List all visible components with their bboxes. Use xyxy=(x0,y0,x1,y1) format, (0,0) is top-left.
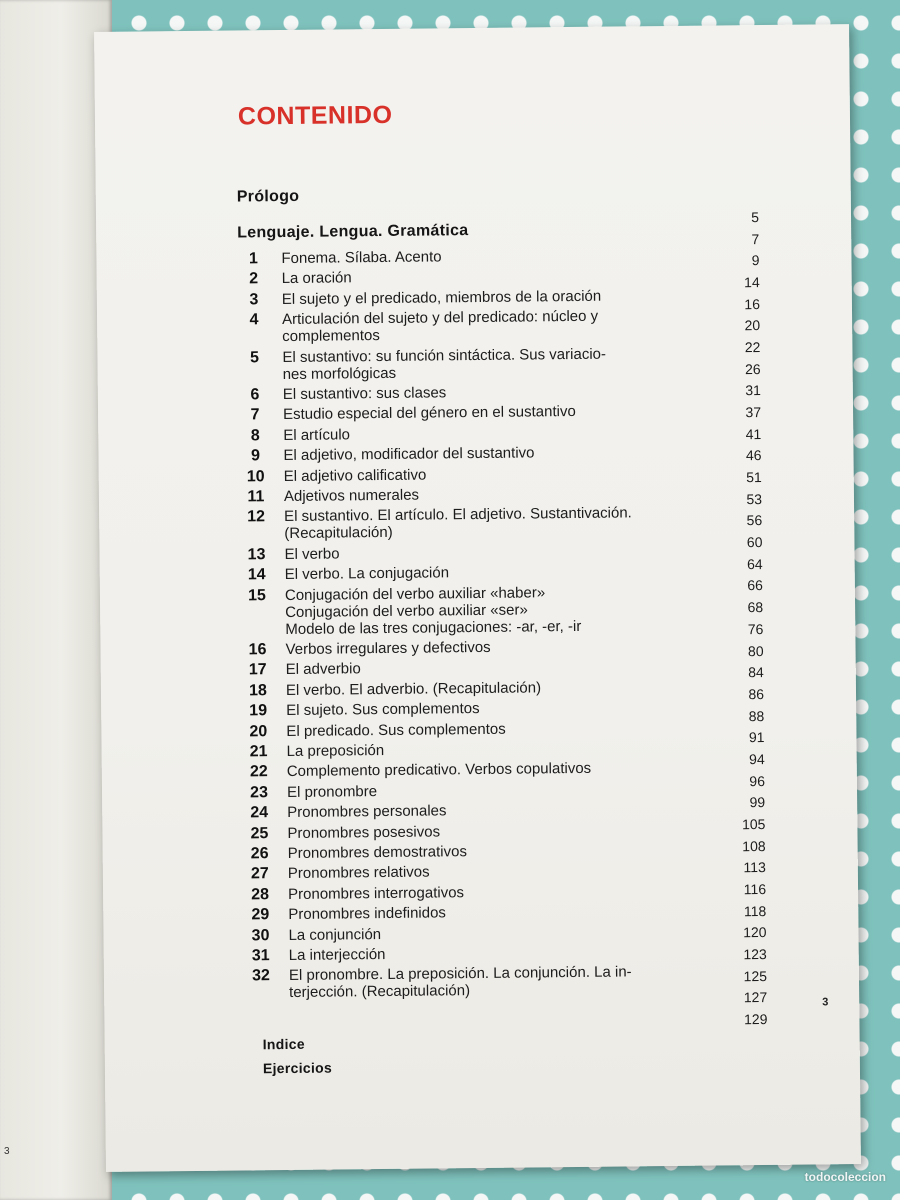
toc-entry-number: 29 xyxy=(251,906,270,924)
page-number: 31 xyxy=(745,382,761,399)
toc-entry-number: 1 xyxy=(248,250,258,268)
page-number: 94 xyxy=(749,750,765,768)
toc-entry-number: 6 xyxy=(250,386,260,404)
toc-entry-title: Pronombres relativos xyxy=(287,863,430,883)
page-number: 7 xyxy=(751,230,760,247)
toc-entry-number: 2 xyxy=(249,270,259,288)
page-number: 60 xyxy=(746,534,763,551)
page-number: 116 xyxy=(743,880,767,898)
page-number-column xyxy=(94,24,861,1172)
folio-number: 3 xyxy=(822,996,829,1009)
toc-entry-number: 31 xyxy=(251,947,270,965)
toc-entry-number: 11 xyxy=(247,488,265,506)
front-matter-prologo: Prólogo xyxy=(236,187,300,206)
toc-entry-title: Pronombres interrogativos xyxy=(288,883,465,903)
page-number: 46 xyxy=(745,447,762,464)
page-number: 108 xyxy=(742,837,766,854)
toc-entry-title: El sustantivo: su función sintáctica. Sus variacio- xyxy=(282,345,607,366)
page-number: 41 xyxy=(745,425,762,442)
toc-entry-title: Pronombres posesivos xyxy=(287,822,441,842)
toc-entry-number: 4 xyxy=(249,311,259,329)
page-number: 37 xyxy=(745,404,762,421)
toc-entry-number: 17 xyxy=(248,661,267,679)
toc-entry-title: Pronombres indefinidos xyxy=(288,904,446,924)
toc-entry-title: El artículo xyxy=(283,426,351,444)
toc-entry-title: El adverbio xyxy=(285,660,361,679)
back-matter-indice: Indice xyxy=(262,1035,306,1053)
page-number: 5 xyxy=(751,209,760,226)
toc-entry-title: nes morfológicas xyxy=(282,364,397,383)
toc-entry-title: terjección. (Recapitulación) xyxy=(289,982,471,1002)
toc-entry-title: El sustantivo: sus clases xyxy=(282,384,447,404)
page-number: 120 xyxy=(743,924,767,941)
toc-entry-title: Estudio especial del género en el sustantivo xyxy=(282,403,576,424)
page-number: 56 xyxy=(746,512,763,529)
toc-entry-title: La preposición xyxy=(286,741,385,761)
toc-entry-number: 32 xyxy=(251,967,270,985)
toc-entry-number: 18 xyxy=(248,682,267,700)
toc-entry-title: Modelo de las tres conjugaciones: -ar, -er, -ir xyxy=(285,617,582,638)
toc-entry-number: 30 xyxy=(251,926,270,944)
toc-entry-title: Adjetivos numerales xyxy=(283,486,420,506)
page-number: 99 xyxy=(749,794,766,811)
toc-entry-number: 23 xyxy=(250,784,269,802)
toc-entry-number: 25 xyxy=(250,824,269,842)
page-number: 64 xyxy=(746,555,763,572)
page-number: 86 xyxy=(748,685,765,703)
toc-entry-number: 27 xyxy=(250,865,269,883)
toc-entry-number: 22 xyxy=(249,763,268,781)
toc-entry-title: El sujeto y el predicado, miembros de la oración xyxy=(281,287,602,308)
page-number: 20 xyxy=(744,317,761,334)
toc-entry-title: La oración xyxy=(281,269,352,288)
toc-entry-title: Articulación del sujeto y del predicado: núcleo y xyxy=(281,307,599,329)
toc-entry-number: 19 xyxy=(249,702,268,720)
page-number: 66 xyxy=(747,577,763,594)
toc-entry-title: Conjugación del verbo auxiliar «haber» xyxy=(284,583,546,604)
toc-entry-title: complementos xyxy=(282,327,380,346)
page-number: 123 xyxy=(743,945,767,963)
page-number: 113 xyxy=(743,859,766,876)
toc-entry-number: 21 xyxy=(249,743,268,761)
page-number: 14 xyxy=(744,274,760,291)
toc-entry-number: 24 xyxy=(250,804,269,822)
page-number: 118 xyxy=(743,902,767,919)
toc-entry-title: Fonema. Sílaba. Acento xyxy=(281,248,442,268)
book-page xyxy=(94,24,861,1172)
toc-entry-number: 13 xyxy=(247,546,266,564)
toc-entry-title: El adjetivo calificativo xyxy=(283,466,427,485)
toc-entry-title: El pronombre xyxy=(286,782,378,801)
page-heading: CONTENIDO xyxy=(237,100,393,131)
page-number: 68 xyxy=(747,599,764,616)
page-number: 16 xyxy=(744,295,761,312)
toc-entry-title: Pronombres demostrativos xyxy=(287,843,467,863)
page-number: 125 xyxy=(743,967,768,984)
toc-entry-title: El pronombre. La preposición. La conjunción. La in- xyxy=(288,963,632,985)
page-number: 105 xyxy=(741,815,766,833)
page-number: 26 xyxy=(744,360,761,377)
toc-entry-number: 16 xyxy=(248,641,267,659)
toc-entry-number: 8 xyxy=(250,427,260,445)
back-matter-ejercicios: Ejercicios xyxy=(262,1059,333,1077)
toc-entry-number: 26 xyxy=(250,845,269,863)
toc-entry-number: 14 xyxy=(247,566,266,584)
toc-entry-title: El sujeto. Sus complementos xyxy=(286,700,480,720)
page-number: 127 xyxy=(743,989,768,1006)
page-number: 53 xyxy=(746,490,763,507)
toc-entry-number: 7 xyxy=(250,406,260,424)
page-number: 9 xyxy=(751,252,760,269)
toc-entry-title: (Recapitulación) xyxy=(284,524,393,543)
page-number: 76 xyxy=(747,620,764,637)
page-number: 96 xyxy=(749,772,766,789)
toc-entry-title: La interjección xyxy=(288,945,386,964)
toc-entry-number: 20 xyxy=(249,722,268,740)
toc-entry-title: La conjunción xyxy=(288,925,382,944)
watermark-text: todocoleccion xyxy=(804,1170,886,1184)
toc-entry-number: 3 xyxy=(249,291,259,309)
page-number: 51 xyxy=(746,469,762,486)
page-number: 129 xyxy=(743,1010,768,1028)
toc-entry-title: El predicado. Sus complementos xyxy=(286,720,506,740)
toc-entry-number: 9 xyxy=(250,447,261,465)
toc-entry-title: El verbo. El adverbio. (Recapitulación) xyxy=(285,679,542,699)
toc-entry-title: El sustantivo. El artículo. El adjetivo. Sustantivación. xyxy=(284,504,632,526)
page-number: 80 xyxy=(747,642,764,659)
front-matter-lenguaje: Lenguaje. Lengua. Gramática xyxy=(237,222,469,242)
toc-entry-number: 10 xyxy=(246,467,265,486)
toc-entry-title: Verbos irregulares y defectivos xyxy=(285,638,491,659)
toc-entry-number: 15 xyxy=(247,586,266,604)
edge-mark: 3 xyxy=(4,1146,10,1157)
toc-entry-title: Pronombres personales xyxy=(287,802,447,822)
toc-entry-number: 12 xyxy=(247,508,266,526)
toc-entry-title: El verbo xyxy=(284,545,340,563)
page-number: 91 xyxy=(748,729,765,746)
page-number: 84 xyxy=(748,664,764,681)
toc-entry-number: 28 xyxy=(251,885,270,904)
toc-entry-title: El verbo. La conjugación xyxy=(284,564,450,584)
toc-entry-title: Conjugación del verbo auxiliar «ser» xyxy=(285,601,528,621)
toc-entry-number: 5 xyxy=(249,348,260,366)
toc-entry-title: El adjetivo, modificador del sustantivo xyxy=(283,444,535,465)
page-number: 88 xyxy=(748,707,765,724)
toc-entry-title: Complemento predicativo. Verbos copulativos xyxy=(286,760,592,781)
page-number: 22 xyxy=(744,339,761,356)
